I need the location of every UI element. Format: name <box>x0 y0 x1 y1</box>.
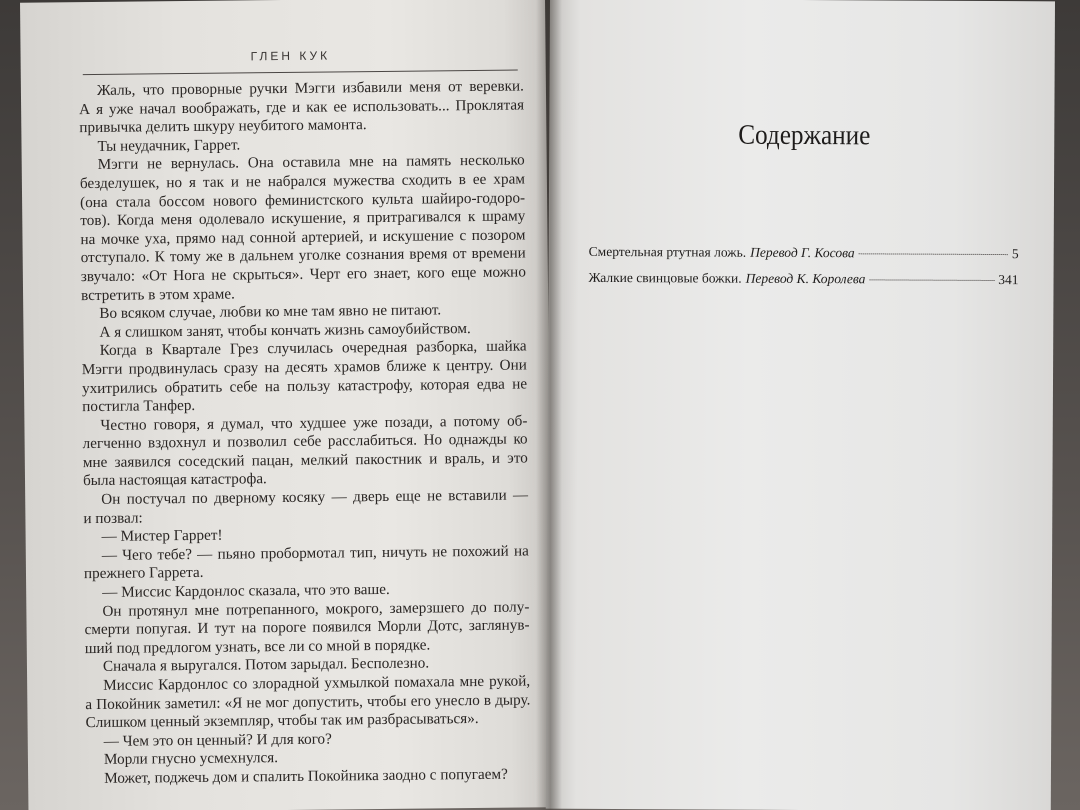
toc-entry <box>588 270 1018 298</box>
toc-entry <box>589 244 1019 272</box>
text-line: а Покойник заметил: «Я не мог допустить, чтобы его унесло в дыру. <box>85 691 531 713</box>
toc-entry-page: 5 <box>1011 246 1019 262</box>
text-line: привычка делить шкуру неубитого мамонта. <box>79 116 367 137</box>
toc-entry-page: 341 <box>998 272 1019 288</box>
text-line: ший под предлогом узнать, все ли со мной в порядке. <box>84 636 431 657</box>
text-line: Жаль, что проворные ручки Мэгги избавили меня от веревки. <box>96 77 525 99</box>
left-page <box>20 0 553 810</box>
text-line: отступало. К тому же в дальнем уголке сознания время от времени <box>80 244 526 267</box>
text-line: Слишком ценный экземпляр, чтобы так им разбрасываться». <box>85 710 479 732</box>
text-line: мне заявился соседский пацан, мелкий пакостник и враль, и это <box>82 449 528 471</box>
text-line: (она стала боссом нового феминистского культа шайиро-годоро- <box>80 189 526 211</box>
text-line: встретить в этом храме. <box>80 285 235 304</box>
text-line: Мэгги продвинулась сразу на десять храмов ближе к центру. Они <box>81 356 527 379</box>
header-rule <box>83 70 518 76</box>
text-line: Мэгги не вернулась. Она оставила мне на память несколько <box>97 151 525 174</box>
toc-entry-title: Жалкие свинцовые божки. <box>588 269 742 286</box>
text-line: легченно вздохнул и позволил себе расслабиться. Но однажды ко <box>82 430 528 453</box>
toc-entry-translator: Перевод Г. Косова <box>750 244 855 261</box>
body-text <box>79 77 531 788</box>
table-of-contents <box>588 244 1018 298</box>
text-line: Когда в Квартале Грез случилась очередная разборка, шайка <box>99 337 527 360</box>
text-line: тов). Когда меня одолевало искушение, я притрагивался к шраму <box>80 207 526 230</box>
text-line: Морли гнусно усмехнулся. <box>103 749 279 769</box>
text-line: Может, поджечь дом и спалить Покойника заодно с попугаем? <box>104 765 508 787</box>
show-through-text: ‏ ‏ ‏ <box>879 70 887 86</box>
text-line: и позвал: <box>83 509 143 527</box>
text-line: Он протянул мне потрепанного, мокрого, замерзшего до полу- <box>102 598 530 620</box>
running-head: ГЛЕН КУК <box>250 48 331 64</box>
toc-entry-translator: Перевод К. Королева <box>745 270 866 287</box>
text-line: постигла Танфер. <box>82 397 196 416</box>
text-line: — Мистер Гаррет! <box>101 526 223 546</box>
text-line: на мочке уха, прямо над сонной артерией, и искушение с позором <box>80 226 526 248</box>
text-line: А я слишком занят, чтобы кончать жизнь самоубийством. <box>99 319 471 341</box>
text-line: прежнего Гаррета. <box>83 564 204 583</box>
text-line: А я уже начал воображать, где и как ее использовать... Проклятая <box>79 96 525 118</box>
toc-entry-title: Смертельная ртутная ложь. <box>588 243 747 260</box>
text-line: Честно говоря, я думал, что худшее уже позади, а потому об- <box>100 412 528 434</box>
right-page <box>546 0 1055 810</box>
text-line: смерти попугая. И тут на пороге появился Морли Дотс, заглянув- <box>84 616 530 639</box>
toc-title: Содержание <box>738 119 871 152</box>
text-line: Во всяком случае, любви ко мне там явно не питают. <box>99 301 442 323</box>
text-line: — Чем это он ценный? И для кого? <box>103 730 332 750</box>
toc-leader-dots <box>869 279 994 281</box>
text-line: Сначала я выругался. Потом зарыдал. Бесполезно. <box>102 654 430 676</box>
text-line: Он постучал по дверному косяку — дверь еще не вставили — <box>101 486 529 508</box>
book-gutter <box>536 0 562 810</box>
text-line: Ты неудачник, Гаррет. <box>97 136 241 155</box>
text-line: ухитрились обратить себе на пользу катастрофу, которая едва не <box>81 374 528 397</box>
text-line: безделушек, но я так и не набрался мужества сходить в ее храм <box>79 170 525 193</box>
text-line: — Миссис Кардонлос сказала, что это ваше. <box>102 580 390 601</box>
text-line: звучало: «От Нога не скрыться». Черт его знает, кого еще можно <box>80 263 526 286</box>
text-line: Миссис Кардонлос со злорадной ухмылкой помахала мне рукой, <box>103 672 531 694</box>
text-line: была настоящая катастрофа. <box>82 470 267 490</box>
text-line: — Чего тебе? — пьяно пробормотал тип, ничуть не похожий на <box>101 542 529 564</box>
toc-leader-dots <box>859 253 1008 255</box>
